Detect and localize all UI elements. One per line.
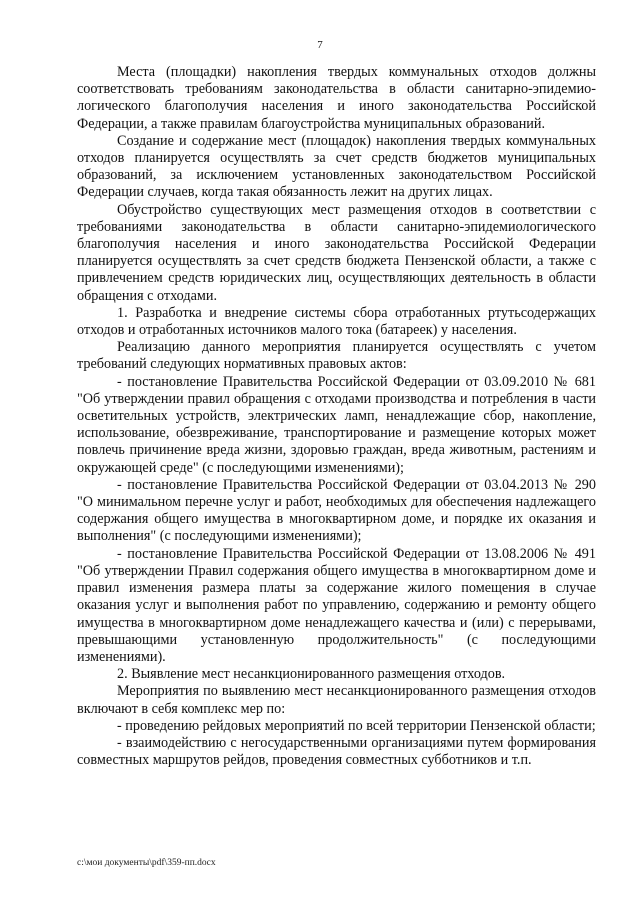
paragraph-measure-cooperation: - взаимодействию с негосударственными организациями путем формирования совместных маршрутов рейдов, проведения совместных субботников и т.п. [77, 734, 596, 769]
paragraph-measure-raids: - проведению рейдовых мероприятий по всей территории Пензенской области; [117, 717, 596, 734]
paragraph-implementation-intro: Реализацию данного мероприятия планируется осуществлять с учетом требований следующих нормативных правовых актов: [77, 339, 596, 373]
paragraph-item-2-heading: 2. Выявление мест несанкционированного размещения отходов. [117, 666, 506, 683]
paragraph-resolution-491: - постановление Правительства Российской Федерации от 13.08.2006 № 491 "Об утверждении Правил содержания общего имущества в многоквартирном доме и правил изменения размера платы за содержание жилого помещения в случае оказания услуг и выполнения работ по управлению, содержанию и ремонту общего имущества в многоквартирном доме ненадлежащего качества и (или) с перерывами, превышающими установленную продолжительность" (с последующими изменениями). [77, 545, 596, 665]
body-text [77, 64, 596, 769]
paragraph-existing-sites: Обустройство существующих мест размещения отходов в соответствии с требованиями законодательства в области санитарно-эпидемиологического благополучия населения и иного законодательства Российской Федерации планируется осуществлять за счет средств бюджета Пензенской области, а также с привлечением средств юридических лиц, осуществляющих деятельность в области обращения с отходами. [77, 201, 596, 304]
paragraph-measures-intro: Мероприятия по выявлению мест несанкционированного размещения отходов включают в себя комплекс мер по: [77, 683, 596, 717]
footer-file-path: c:\мои документы\pdf\359-пп.docx [77, 858, 216, 868]
paragraph-sites-requirements: Места (площадки) накопления твердых коммунальных отходов должны соответствовать требованиям законодательства в области санитарно-эпидемиологического благополучия населения и иного законодательства Российской Федерации, а также правилам благоустройства муниципальных образований. [77, 64, 596, 132]
paragraph-item-1-heading: 1. Разработка и внедрение системы сбора отработанных ртутьсодержащих отходов и отработанных источников малого тока (батареек) у населения. [77, 304, 596, 339]
paragraph-resolution-681: - постановление Правительства Российской Федерации от 03.09.2010 № 681 "Об утверждении правил обращения с отходами производства и потребления в части осветительных устройств, электрических ламп, ненадлежащие сбор, накопление, использование, обезвреживание, транспортирование и размещение которых может повлечь причинение вреда жизни, здоровью граждан, вреда животным, растениям и окружающей среде" (с последующими изменениями); [77, 373, 596, 476]
paragraph-resolution-290: - постановление Правительства Российской Федерации от 03.04.2013 № 290 "О минимальном перечне услуг и работ, необходимых для обеспечения надлежащего содержания общего имущества в многоквартирном доме, и порядке их оказания и выполнения" (с последующими изменениями); [77, 476, 596, 545]
page-number: 7 [317, 39, 323, 51]
paragraph-funding-municipal: Создание и содержание мест (площадок) накопления твердых коммунальных отходов планируется осуществлять за счет средств бюджетов муниципальных образований, за исключением установленных законодательством Российской Федерации случаев, когда такая обязанность лежит на других лицах. [77, 132, 596, 201]
